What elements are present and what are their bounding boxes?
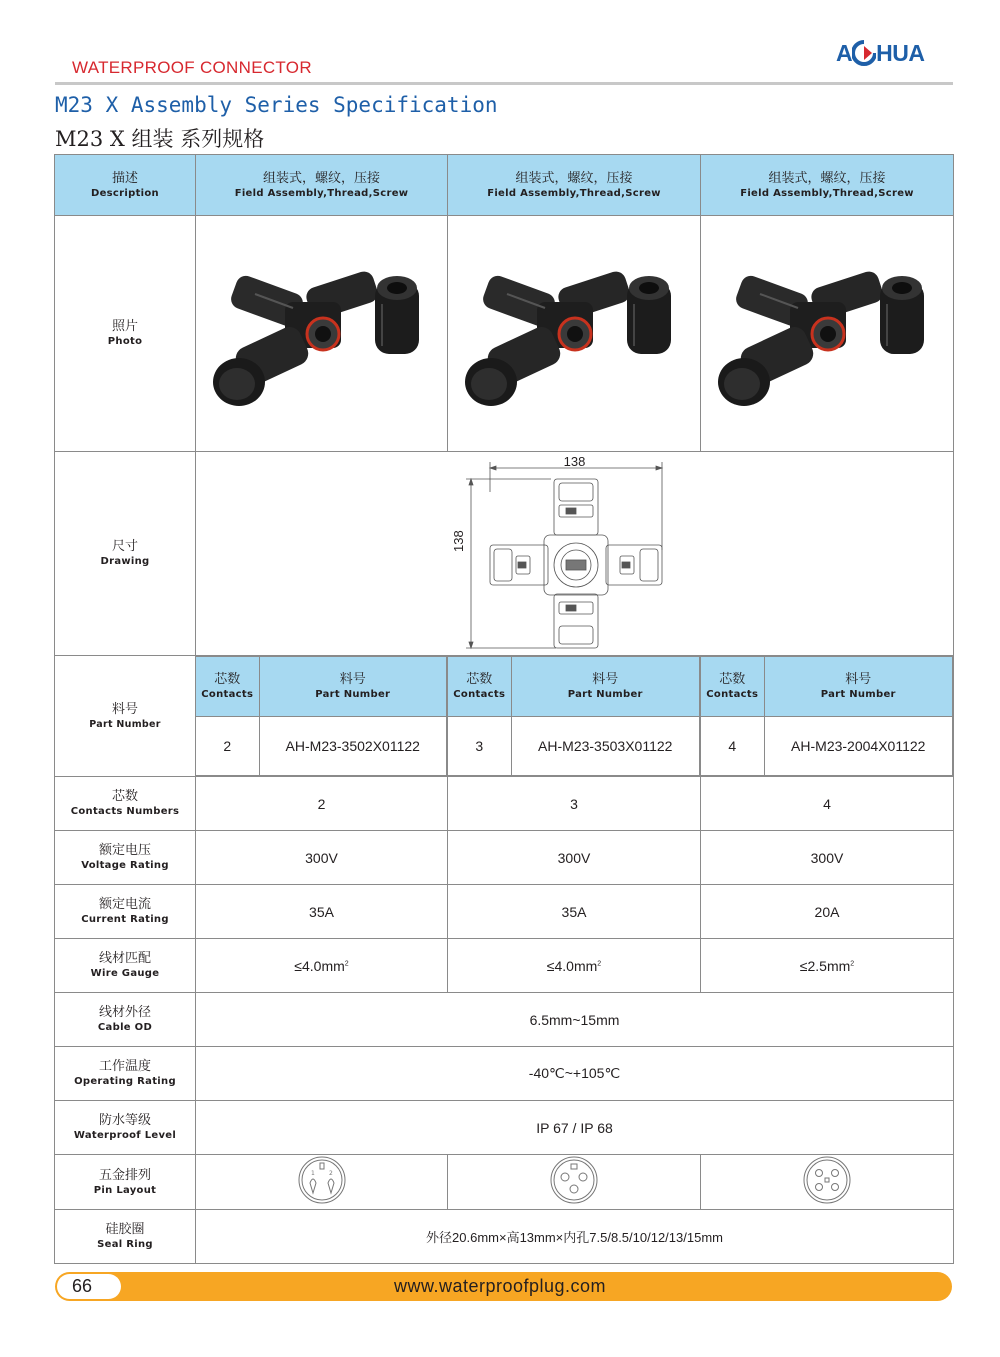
- contacts-value: 3: [448, 717, 511, 776]
- pin-layout-label: 五金排列 Pin Layout: [55, 1155, 196, 1210]
- contacts-numbers-value: 2: [196, 777, 448, 831]
- contacts-numbers-value: 4: [701, 777, 954, 831]
- wire-gauge-value: $\le 4.0mm^2$: [196, 939, 448, 993]
- contacts-numbers-value: 3: [448, 777, 701, 831]
- drawing-label: 尺寸 Drawing: [55, 452, 196, 656]
- seal-ring-value: 外径20.6mm×高13mm×内孔7.5/8.5/10/12/13/15mm: [196, 1210, 954, 1264]
- part-number-group-2: 芯数 Contacts 料号 Part Number 3 AH-M23-3503X01122: [448, 656, 701, 777]
- pin-layout-4-icon: [802, 1155, 852, 1205]
- current-value: 35A: [448, 885, 701, 939]
- part-number-value: AH-M23-3502X01122: [259, 717, 447, 776]
- column-header-3: 组装式，螺纹，压接 Field Assembly,Thread,Screw: [701, 155, 954, 216]
- part-number-row: [55, 656, 954, 777]
- voltage-label: 额定电压 Voltage Rating: [55, 831, 196, 885]
- voltage-value: 300V: [448, 831, 701, 885]
- pin-layout-4: [701, 1155, 954, 1210]
- cable-od-value: 6.5mm~15mm: [196, 993, 954, 1047]
- page-number: 66: [72, 1276, 93, 1296]
- current-value: 35A: [196, 885, 448, 939]
- brand-logo: A HUA: [836, 40, 925, 66]
- operating-value: -40℃~+105℃: [196, 1047, 954, 1101]
- description-label: 描述 Description: [55, 155, 196, 216]
- column-header-1: 组装式，螺纹，压接 Field Assembly,Thread,Screw: [196, 155, 448, 216]
- drawing-row: [55, 452, 954, 656]
- pin-layout-2: [196, 1155, 448, 1210]
- voltage-value: 300V: [196, 831, 448, 885]
- dimension-drawing: [196, 452, 954, 656]
- voltage-row: [55, 831, 954, 885]
- operating-label: 工作温度 Operating Rating: [55, 1047, 196, 1101]
- x-connector-photo: [712, 254, 942, 414]
- contacts-numbers-label: 芯数 Contacts Numbers: [55, 777, 196, 831]
- logo-mark-icon: [852, 40, 876, 66]
- pin-layout-3: [448, 1155, 701, 1210]
- voltage-value: 300V: [701, 831, 954, 885]
- wire-gauge-label: 线材匹配 Wire Gauge: [55, 939, 196, 993]
- pin-layout-2-icon: [297, 1155, 347, 1205]
- page-title-en: M23 X Assembly Series Specification: [55, 93, 498, 117]
- product-photo-1: [196, 216, 448, 452]
- wire-gauge-row: [55, 939, 954, 993]
- contacts-value: 2: [196, 717, 259, 776]
- photo-row: [55, 216, 954, 452]
- part-number-value: AH-M23-2004X01122: [764, 717, 953, 776]
- wire-gauge-value: $\le 2.5mm^2$: [701, 939, 954, 993]
- current-label: 额定电流 Current Rating: [55, 885, 196, 939]
- part-number-group-1: 芯数 Contacts 料号 Part Number 2 AH-M23-3502X01122: [196, 656, 448, 777]
- part-number-group-3: 芯数 Contacts 料号 Part Number 4 AH-M23-2004X01122: [701, 656, 954, 777]
- waterproof-label: 防水等级 Waterproof Level: [55, 1101, 196, 1155]
- x-connector-photo: [459, 254, 689, 414]
- column-header-2: 组装式，螺纹，压接 Field Assembly,Thread,Screw: [448, 155, 701, 216]
- description-row: [55, 155, 954, 216]
- photo-label: 照片 Photo: [55, 216, 196, 452]
- x-connector-photo: [207, 254, 437, 414]
- operating-row: [55, 1047, 954, 1101]
- waterproof-value: IP 67 / IP 68: [196, 1101, 954, 1155]
- part-number-label: 料号 Part Number: [55, 656, 196, 777]
- part-number-value: AH-M23-3503X01122: [511, 717, 700, 776]
- page-title-cn: M23 X 组装 系列规格: [55, 127, 265, 151]
- product-photo-3: [701, 216, 954, 452]
- cable-od-label: 线材外径 Cable OD: [55, 993, 196, 1047]
- cable-od-row: [55, 993, 954, 1047]
- seal-ring-label: 硅胶圈 Seal Ring: [55, 1210, 196, 1264]
- header-divider: [55, 82, 953, 85]
- pin-layout-3-icon: [549, 1155, 599, 1205]
- brand-name: HUA: [876, 40, 925, 66]
- wire-gauge-value: $\le 4.0mm^2$: [448, 939, 701, 993]
- dimension-height: 138: [451, 530, 466, 552]
- dimension-width: 138: [563, 454, 586, 469]
- website-url[interactable]: www.waterproofplug.com: [393, 1276, 607, 1296]
- spec-table: [54, 154, 954, 1264]
- contacts-numbers-row: [55, 777, 954, 831]
- waterproof-row: [55, 1101, 954, 1155]
- pin-layout-row: [55, 1155, 954, 1210]
- svg-text:1: 1: [310, 1170, 315, 1177]
- seal-ring-row: [55, 1210, 954, 1264]
- section-title: WATERPROOF CONNECTOR: [72, 58, 312, 77]
- contacts-value: 4: [701, 717, 764, 776]
- current-value: 20A: [701, 885, 954, 939]
- svg-text:2: 2: [328, 1170, 333, 1177]
- x-connector-drawing: [196, 452, 953, 655]
- product-photo-2: [448, 216, 701, 452]
- current-row: [55, 885, 954, 939]
